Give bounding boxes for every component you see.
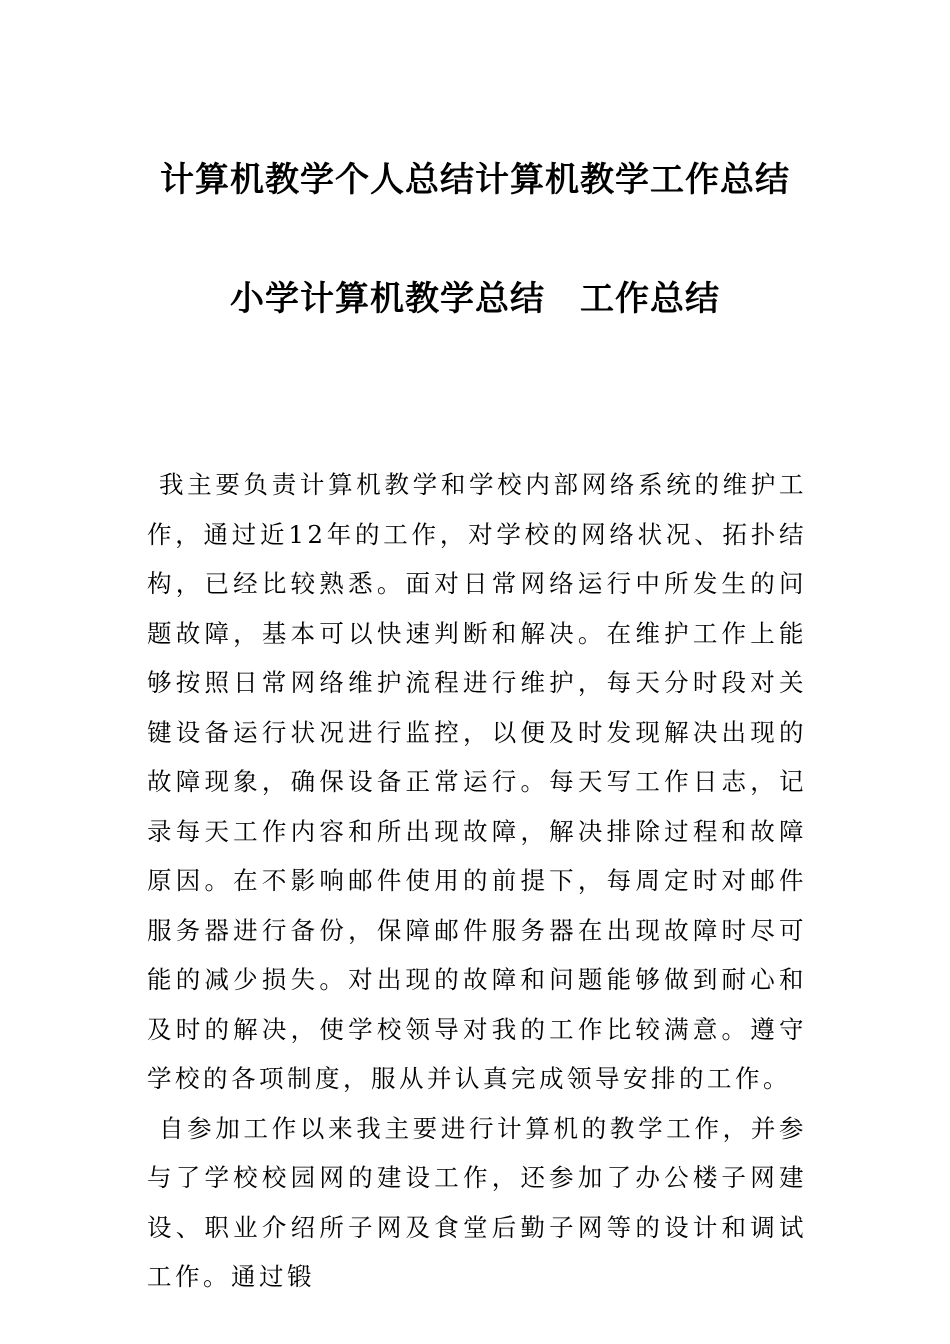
document-title-line-1: 计算机教学个人总结计算机教学工作总结 xyxy=(160,160,790,200)
paragraph-1: 我主要负责计算机教学和学校内部网络系统的维护工作，通过近12年的工作，对学校的网络状况、拓扑结构，已经比较熟悉。面对日常网络运行中所发生的问题故障，基本可以快速判断和解决。在维护工作上能够按照日常网络维护流程进行维护，每天分时段对关键设备运行状况进行监控，以便及时发现解决出现的故障现象，确保设备正常运行。每天写工作日志，记录每天工作内容和所出现故障，解决排除过程和故障原因。在不影响邮件使用的前提下，每周定时对邮件服务器进行备份，保障邮件服务器在出现故障时尽可能的减少损失。对出现的故障和问题能够做到耐心和及时的解决，使学校领导对我的工作比较满意。遵守学校的各项制度，服从并认真完成领导安排的工作。 xyxy=(147,470,807,1093)
document-body xyxy=(147,460,807,1302)
paragraph-2: 自参加工作以来我主要进行计算机的教学工作，并参与了学校校园网的建设工作，还参加了办公楼子网建设、职业介绍所子网及食堂后勤子网等的设计和调试工作。通过锻 xyxy=(147,1113,807,1291)
document-title-line-2: 小学计算机教学总结 工作总结 xyxy=(230,279,720,319)
